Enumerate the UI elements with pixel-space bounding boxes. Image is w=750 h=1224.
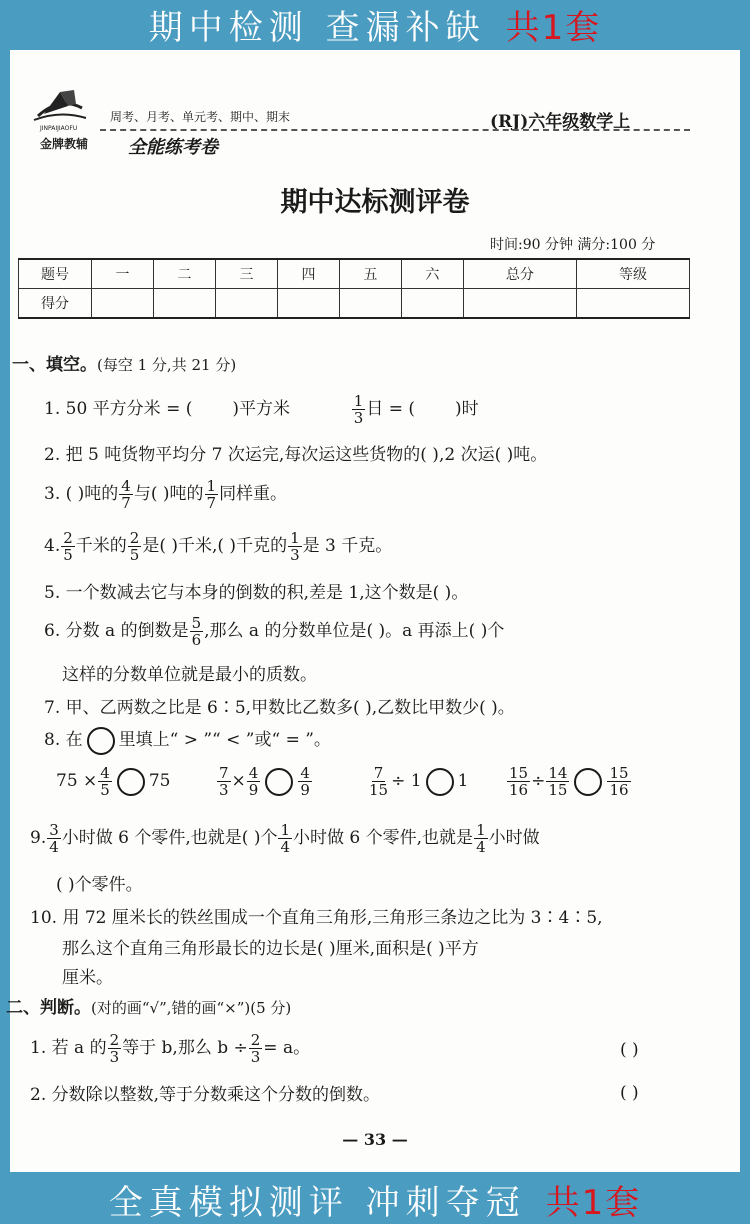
denominator: 9 <box>248 781 259 799</box>
q4-d: 是 3 千克。 <box>302 536 393 556</box>
bottom-banner <box>0 1175 750 1223</box>
judge-1 <box>30 1032 310 1065</box>
score-input-cell[interactable] <box>576 289 689 319</box>
fraction <box>217 765 231 798</box>
denominator: 15 <box>548 781 568 799</box>
banner-highlight: 共1套 <box>545 1182 642 1223</box>
q9-d: 小时做 <box>488 828 540 848</box>
q9-b: 小时做 6 个零件,也就是( )个 <box>61 828 278 848</box>
numerator: 2 <box>63 529 73 547</box>
expr: 75 × <box>56 771 98 791</box>
fraction <box>546 765 569 798</box>
denominator: 3 <box>219 781 229 799</box>
denominator: 5 <box>100 781 110 799</box>
q6-a: 6. 分数 a 的倒数是 <box>44 621 189 641</box>
brand-name: 金牌教辅 <box>40 137 89 151</box>
exam-types: 周考、月考、单元考、期中、期末 <box>110 110 291 124</box>
denominator: 3 <box>109 1048 120 1066</box>
denominator: 6 <box>191 631 202 649</box>
judge-1-answer[interactable]: ( ) <box>620 1040 639 1060</box>
fraction <box>298 765 312 798</box>
q1-d: )时 <box>455 399 479 419</box>
j1-c: = a。 <box>263 1038 311 1058</box>
expr: 1 <box>457 771 469 791</box>
answer-circle[interactable] <box>117 768 145 796</box>
table-cell: 等级 <box>576 259 689 289</box>
denominator: 9 <box>300 781 310 799</box>
numerator: 5 <box>191 614 202 632</box>
table-cell: 总分 <box>463 259 576 289</box>
fraction <box>108 1032 122 1065</box>
score-input-cell[interactable] <box>92 289 154 319</box>
numerator: 1 <box>476 821 486 839</box>
question-1 <box>44 393 479 426</box>
numerator: 4 <box>248 764 259 782</box>
question-10-cont2: 厘米。 <box>62 968 113 988</box>
expr: ÷ 1 <box>391 771 422 791</box>
denominator: 4 <box>280 838 291 856</box>
fraction <box>247 765 261 798</box>
numerator: 7 <box>373 764 384 782</box>
section1-note: (每空 1 分,共 21 分) <box>97 356 237 374</box>
top-banner <box>0 0 750 48</box>
score-input-cell[interactable] <box>277 289 339 319</box>
question-3 <box>44 478 287 511</box>
question-9-cont: ( )个零件。 <box>56 875 143 895</box>
fraction <box>507 765 530 798</box>
fraction <box>352 393 366 426</box>
q4-a: 4. <box>44 536 61 556</box>
q8-a: 8. 在 <box>44 730 83 750</box>
numerator: 7 <box>219 764 229 782</box>
denominator: 5 <box>63 546 73 564</box>
q6-b: ,那么 a 的分数单位是( )。a 再添上( )个 <box>204 621 505 641</box>
denominator: 7 <box>206 494 217 512</box>
banner-text: 期中检测 查漏补缺 <box>148 7 486 48</box>
logo-caption: JINPAIJIAOFU <box>40 125 78 132</box>
time-info: 时间:90 分钟 满分:100 分 <box>490 237 656 253</box>
denominator: 4 <box>476 838 486 856</box>
denominator: 4 <box>49 838 59 856</box>
page-title: 期中达标测评卷 <box>280 187 470 218</box>
q8-item-4 <box>506 765 632 798</box>
table-cell: 三 <box>215 259 277 289</box>
fraction <box>249 1032 263 1065</box>
j1-a: 1. 若 a 的 <box>30 1038 107 1058</box>
numerator: 4 <box>121 477 131 495</box>
numerator: 1 <box>280 821 291 839</box>
answer-circle[interactable] <box>426 768 454 796</box>
table-row <box>19 289 690 319</box>
score-input-cell[interactable] <box>463 289 576 319</box>
section2-heading <box>6 993 291 1018</box>
denominator: 16 <box>509 781 529 799</box>
question-6 <box>44 615 504 648</box>
numerator: 2 <box>129 529 140 547</box>
question-4 <box>44 530 392 563</box>
q1-c: 日 = ( <box>366 399 416 419</box>
numerator: 2 <box>250 1031 261 1049</box>
operator: ÷ <box>531 771 546 791</box>
score-table <box>18 258 690 319</box>
denominator: 7 <box>121 494 131 512</box>
q4-b: 千米的 <box>75 536 127 556</box>
table-cell: 二 <box>153 259 215 289</box>
numerator: 1 <box>353 392 364 410</box>
question-2: 2. 把 5 吨货物平均分 7 次运完,每次运这些货物的( ),2 次运( )吨。 <box>44 445 548 465</box>
j1-b: 等于 b,那么 b ÷ <box>122 1038 248 1058</box>
fraction <box>474 822 488 855</box>
fraction <box>119 478 133 511</box>
fraction <box>128 530 142 563</box>
question-6-cont: 这样的分数单位就是最小的质数。 <box>62 665 317 685</box>
score-input-cell[interactable] <box>153 289 215 319</box>
q3-a: 3. ( )吨的 <box>44 484 119 504</box>
q3-b: 与( )吨的 <box>133 484 204 504</box>
operator: × <box>231 771 246 791</box>
banner-highlight: 共1套 <box>505 7 602 48</box>
denominator: 16 <box>609 781 629 799</box>
table-cell: 六 <box>401 259 463 289</box>
fraction <box>607 765 630 798</box>
table-row <box>19 259 690 289</box>
fraction <box>61 530 75 563</box>
fraction <box>205 478 219 511</box>
q9-a: 9. <box>30 828 47 848</box>
series-name: 全能练考卷 <box>128 137 218 158</box>
table-cell: 一 <box>92 259 154 289</box>
q9-c: 小时做 6 个零件,也就是 <box>293 828 474 848</box>
table-cell: 得分 <box>19 289 92 319</box>
question-7: 7. 甲、乙两数之比是 6∶5,甲数比乙数多( ),乙数比甲数少( )。 <box>44 698 515 718</box>
section2-note: (对的画“√”,错的画“×”)(5 分) <box>91 999 292 1017</box>
question-10-cont: 那么这个直角三角形最长的边长是( )厘米,面积是( )平方 <box>62 939 479 959</box>
book-logo-icon <box>30 88 90 128</box>
score-input-cell[interactable] <box>401 289 463 319</box>
denominator: 3 <box>353 409 364 427</box>
denominator: 3 <box>250 1048 261 1066</box>
numerator: 3 <box>49 821 59 839</box>
numerator: 4 <box>300 764 310 782</box>
fraction <box>98 765 112 798</box>
q1-b: )平方米 <box>232 399 290 419</box>
banner-text: 全真模拟测评 冲刺夺冠 <box>108 1182 526 1223</box>
answer-circle[interactable] <box>574 768 602 796</box>
score-input-cell[interactable] <box>339 289 401 319</box>
header-divider <box>100 129 690 131</box>
denominator: 3 <box>290 546 300 564</box>
section1-title: 一、填空。 <box>12 355 97 375</box>
question-5: 5. 一个数减去它与本身的倒数的积,差是 1,这个数是( )。 <box>44 583 469 603</box>
answer-circle[interactable] <box>265 768 293 796</box>
fraction <box>190 615 204 648</box>
numerator: 4 <box>100 764 110 782</box>
score-input-cell[interactable] <box>215 289 277 319</box>
section2-title: 二、判断。 <box>6 998 91 1018</box>
q4-c: 是( )千米,( )千克的 <box>142 536 288 556</box>
fraction <box>47 822 61 855</box>
question-8 <box>44 725 331 755</box>
numerator: 1 <box>290 529 300 547</box>
page-number: — 33 — <box>342 1130 408 1149</box>
fraction <box>367 765 390 798</box>
question-10: 10. 用 72 厘米长的铁丝围成一个直角三角形,三角形三条边之比为 3∶4∶5, <box>30 908 603 928</box>
numerator: 14 <box>548 764 568 782</box>
q1-a: 1. 50 平方分米 = ( <box>44 399 193 419</box>
q8-b: 里填上“ > ”“ < ”或“ = ”。 <box>118 730 331 750</box>
q8-item-1 <box>56 765 170 798</box>
grade-label: (RJ)六年级数学上 <box>490 112 631 132</box>
section1-heading <box>12 350 236 375</box>
denominator: 15 <box>369 781 389 799</box>
q8-item-2 <box>216 765 313 798</box>
expr: 75 <box>148 771 171 791</box>
table-cell: 题号 <box>19 259 92 289</box>
numerator: 15 <box>609 764 629 782</box>
compare-circle-icon <box>87 727 115 755</box>
numerator: 15 <box>509 764 529 782</box>
table-cell: 五 <box>339 259 401 289</box>
denominator: 5 <box>129 546 140 564</box>
numerator: 2 <box>109 1031 120 1049</box>
question-9 <box>30 822 540 855</box>
judge-2: 2. 分数除以整数,等于分数乘这个分数的倒数。 <box>30 1085 381 1105</box>
fraction <box>278 822 292 855</box>
fraction <box>288 530 302 563</box>
numerator: 1 <box>206 477 217 495</box>
table-cell: 四 <box>277 259 339 289</box>
judge-2-answer[interactable]: ( ) <box>620 1083 639 1103</box>
q8-item-3 <box>366 765 468 798</box>
q3-c: 同样重。 <box>219 484 288 504</box>
